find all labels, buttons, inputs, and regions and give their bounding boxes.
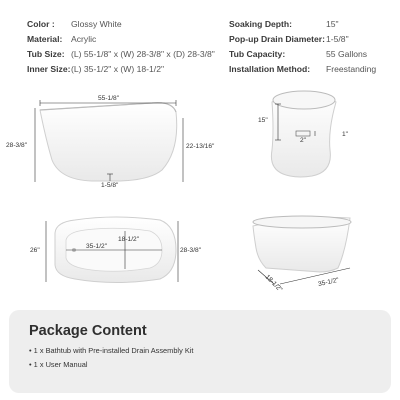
spec-value: Glossy White <box>71 19 122 29</box>
package-content-panel <box>9 310 391 393</box>
spec-key: Color : <box>27 19 55 29</box>
spec-value: 1-5/8" <box>326 34 349 44</box>
package-title: Package Content <box>29 323 147 339</box>
spec-key: Tub Size: <box>27 49 65 59</box>
dim-top-inner-width: 18-1/2" <box>118 236 140 243</box>
dim-persp-length: 35-1/2" <box>317 276 340 289</box>
manual-thumbnail <box>240 331 280 381</box>
dim-side-height: 28-3/8" <box>6 142 28 149</box>
spec-key: Material: <box>27 34 63 44</box>
spec-value: (L) 35-1/2" x (W) 18-1/2" <box>71 64 165 74</box>
dim-top-width: 26" <box>30 247 40 254</box>
dim-front-drain-width: 2" <box>300 137 307 144</box>
dim-side-rim: 22-13/16" <box>186 143 215 150</box>
package-item-text: 1 x User Manual <box>33 360 88 369</box>
package-item: • 1 x User Manual <box>29 360 88 369</box>
drain-kit-thumbnail <box>287 335 362 375</box>
dim-top-height: 28-3/8" <box>180 247 202 254</box>
spec-key: Soaking Depth: <box>229 19 293 29</box>
dim-front-depth: 15" <box>258 117 268 124</box>
spec-value: Freestanding <box>326 64 377 74</box>
spec-key: Pop-up Drain Diameter: <box>229 34 325 44</box>
spec-value: 55 Gallons <box>326 49 368 59</box>
spec-key: Tub Capacity: <box>229 49 286 59</box>
spec-key: Installation Method: <box>229 64 311 74</box>
spec-key: Inner Size: <box>27 64 71 74</box>
dim-front-drain-height: 1" <box>342 131 349 138</box>
dim-side-length: 55-1/8" <box>98 95 120 102</box>
spec-value: 15" <box>326 19 339 29</box>
dim-top-inner-length: 35-1/2" <box>86 243 108 250</box>
spec-value: (L) 55-1/8" x (W) 28-3/8" x (D) 28-3/8" <box>71 49 215 59</box>
package-item-text: 1 x Bathtub with Pre-installed Drain Assembly Kit <box>33 346 194 355</box>
dim-persp-width: 18-1/2" <box>263 273 284 294</box>
dim-side-drain: 1-5/8" <box>101 182 119 189</box>
package-item: • 1 x Bathtub with Pre-installed Drain Assembly Kit <box>29 346 194 355</box>
spec-value: Acrylic <box>71 34 97 44</box>
